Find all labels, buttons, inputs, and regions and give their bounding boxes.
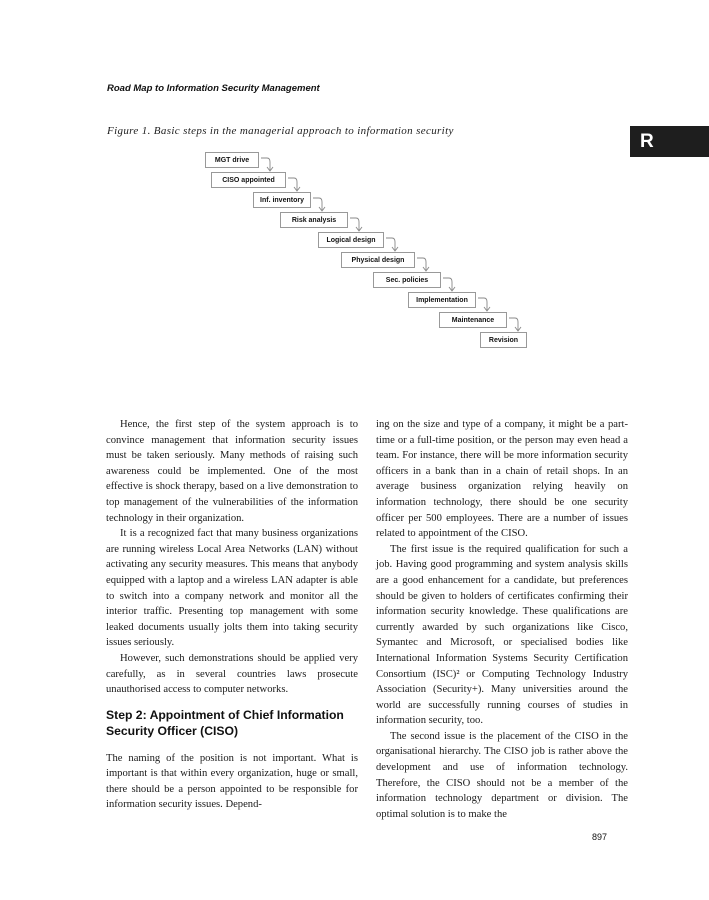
left-column — [106, 417, 358, 813]
body-paragraph: The first issue is the required qualification for such a job. Having good programming and system analysis skills are a good enhancement for a candidate, but preferences should be given to holders of certificates confirming their information security knowledge. These qualifications are currently awarded by such organizations like Cisco, Symantec and Microsoft, or specialised bodies like International Information Systems Security Certification Consortium (ISC)² or Computing Technology Industry Association (Security+). Many universities around the world are successfully running courses of studies in information security, too. — [376, 543, 628, 727]
step-box: Logical design — [318, 232, 384, 248]
step-box: Implementation — [408, 292, 476, 308]
body-paragraph: The second issue is the placement of the CISO in the organisational hierarchy. The CISO job is rather above the development and use of information technology. Therefore, the CISO should not be a member of the information technology department or division. The optimal solution is to make the — [376, 730, 628, 820]
section-heading: Step 2: Appointment of Chief Information Security Officer (CISO) — [106, 707, 344, 738]
step-box: Maintenance — [439, 312, 507, 328]
body-paragraph: However, such demonstrations should be applied very carefully, as in several countries laws prosecute unauthorised access to computer networks. — [106, 652, 358, 696]
right-column — [376, 417, 628, 822]
running-head: Road Map to Information Security Management — [107, 83, 320, 94]
body-paragraph: Hence, the first step of the system approach is to convince management that information security issues must be taken seriously. Many methods of raising such awareness could be implemented. One of the most effective is shock therapy, based on a live demonstration to top management of the vulnerabilities of the information technology in their organization. — [106, 419, 358, 524]
step-box: Risk analysis — [280, 212, 348, 228]
body-paragraph: ing on the size and type of a company, it might be a part-time or a full-time position, or the person may even head a team. For instance, there will be more information security officers in a bank than in a chain of retail shops. In an average business organization relying heavily on information technology, there should be one security officer per 500 employees. There are a number of issues related to appointment of the CISO. — [376, 419, 628, 540]
body-paragraph: The naming of the position is not important. What is important is that within every organization, huge or small, there should be a person appointed to be responsible for information security issues. Depend- — [106, 752, 358, 811]
step-box: Inf. inventory — [253, 192, 311, 208]
step-box: Revision — [480, 332, 527, 348]
page-number: 897 — [592, 832, 608, 842]
section-tab-marker: R — [630, 126, 709, 157]
body-paragraph: It is a recognized fact that many business organizations are running wireless Local Area Networks (LAN) without activating any security measures. This means that anybody equipped with a laptop and a wireless LAN adapter is able to switch into a company network and monitor all the interior traffic. Presenting top management with some leaked documents usually jolts them into taking security issues seriously. — [106, 528, 358, 649]
figure-caption: Figure 1. Basic steps in the managerial approach to information security — [107, 125, 454, 137]
step-box: MGT drive — [205, 152, 259, 168]
step-box: Sec. policies — [373, 272, 441, 288]
step-box: Physical design — [341, 252, 415, 268]
step-box: CISO appointed — [211, 172, 286, 188]
